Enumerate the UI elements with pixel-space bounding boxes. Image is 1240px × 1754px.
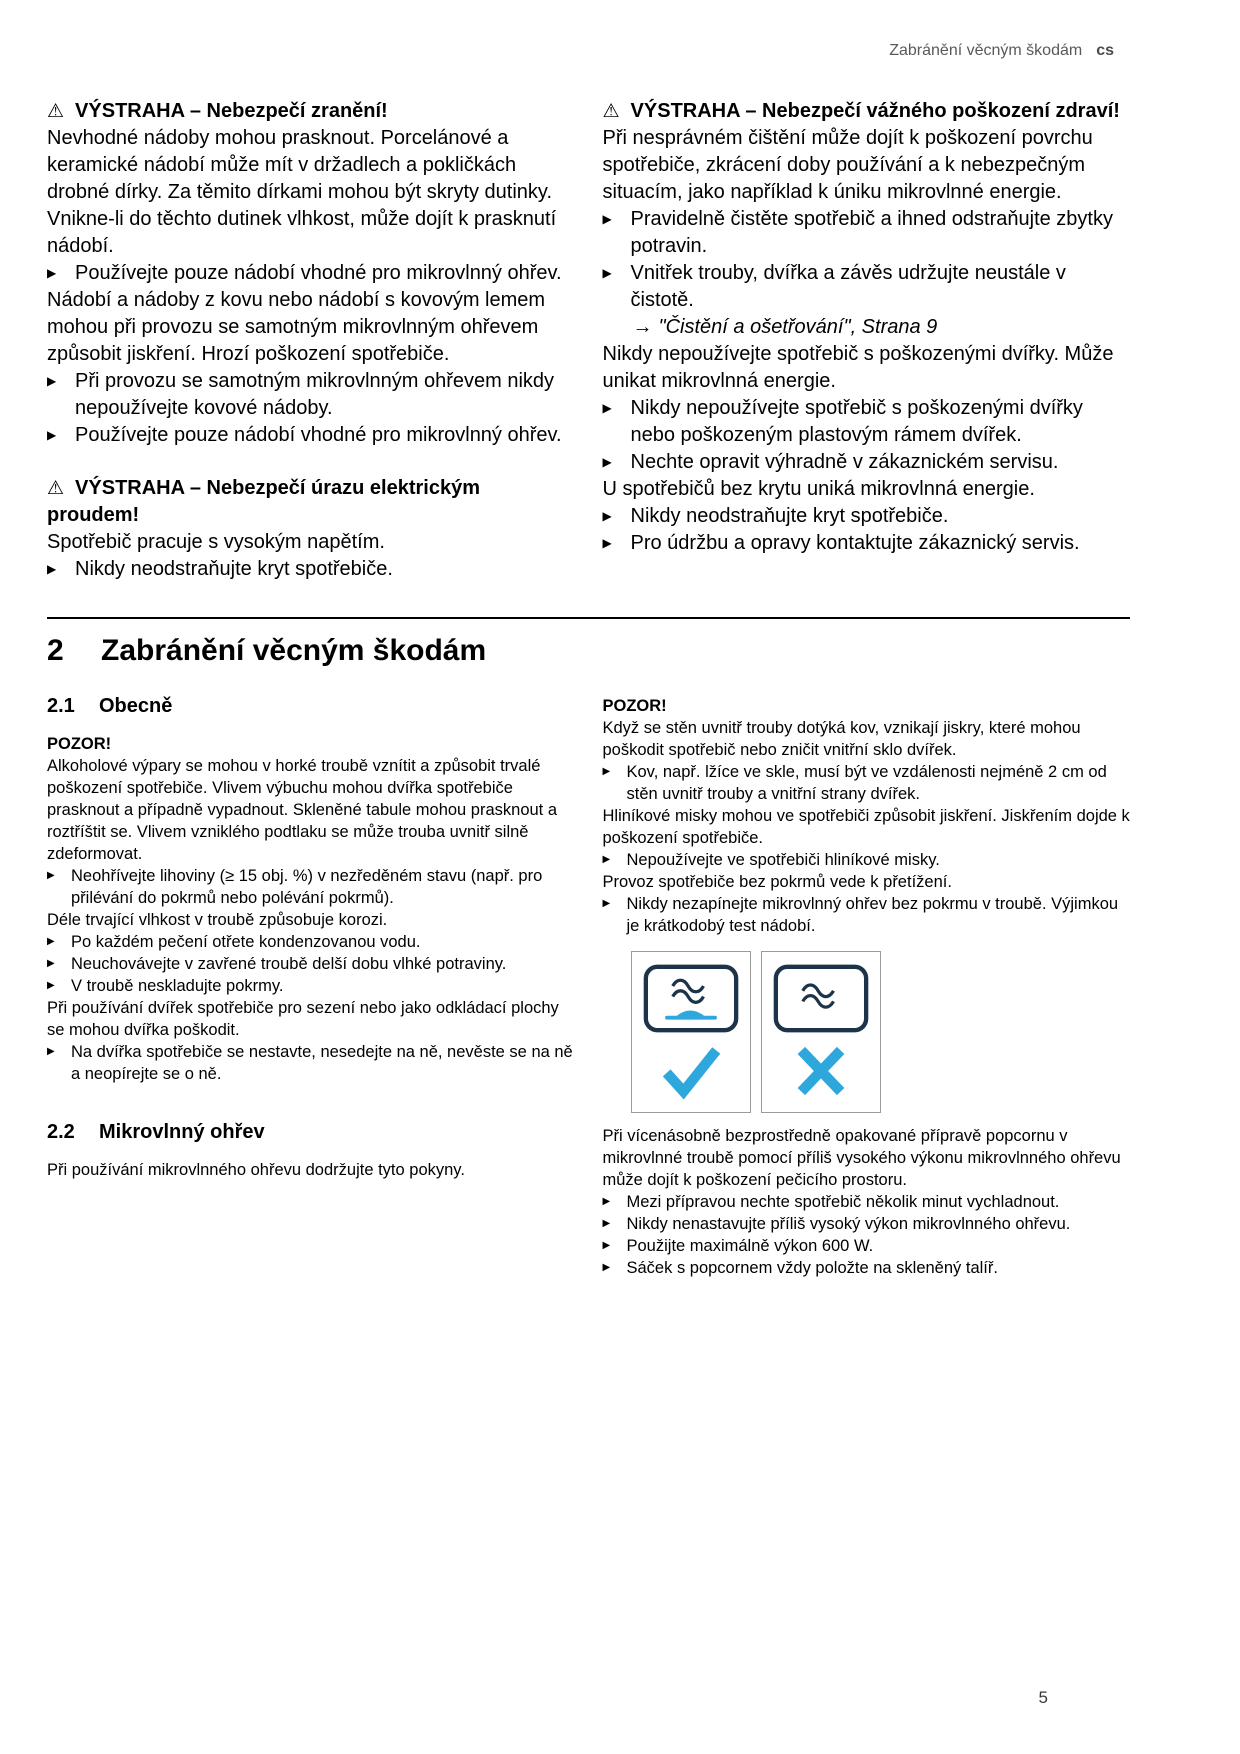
bullet-item-text: Nikdy nepoužívejte spotřebič s poškozenými dvířky nebo poškozeným plastovým rámem dvířek. [630, 397, 1083, 446]
bullet-item [603, 1213, 1131, 1235]
microwave-empty-icon [771, 962, 871, 1035]
paragraph: Alkoholové výpary se mohou v horké troubě vznítit a způsobit trvalé poškození spotřebiče. Vlivem výbuchu mohou dvířka spotřebiče prasknout a případně vypadnout. Skleněné tabule mohou prasknout a roztříštit se. Vlivem vzniklého podtlaku se může trouba uvnitř silně zdeformovat. [47, 757, 558, 863]
bullet-triangle-icon: ▶ [602, 898, 611, 909]
section-heading [47, 633, 1130, 669]
paragraph: Nikdy nepoužívejte spotřebič s poškozenými dvířky. Může unikat mikrovlnná energie. [602, 343, 1114, 392]
paragraph: Když se stěn uvnitř trouby dotýká kov, vznikají jiskry, které mohou poškodit spotřebič nebo zničit vnitřní sklo dvířek. [602, 719, 1081, 759]
bullet-item-text: Mezi přípravou nechte spotřebič několik minut vychladnout. [626, 1193, 1060, 1211]
paragraph: U spotřebičů bez krytu uniká mikrovlnná energie. [602, 478, 1035, 500]
bullet-item-text: Nechte opravit výhradně v zákaznickém servisu. [630, 451, 1059, 473]
bullet-item-text: Sáček s popcornem vždy položte na skleněný talíř. [626, 1259, 998, 1277]
bullet-item [603, 503, 1131, 530]
bullet-item [603, 761, 1131, 805]
subsection-number: 2.2 [47, 1121, 75, 1143]
warning-triangle-icon: ⚠ [47, 478, 65, 499]
bullet-item-text: Nepoužívejte ve spotřebiči hliníkové misky. [626, 851, 940, 869]
bullet-triangle-icon: ▶ [602, 1218, 611, 1229]
bullet-triangle-icon: ▶ [47, 936, 55, 947]
paragraph: Při vícenásobně bezprostředně opakované přípravě popcornu v mikrovlnné troubě pomocí příliš vysokého výkonu mikrovlnného ohřevu může dojít k poškození pečicího prostoru. [602, 1127, 1121, 1189]
bullet-triangle-icon: ▶ [47, 562, 57, 576]
bullet-item [47, 556, 575, 583]
top-section [47, 98, 1130, 583]
bullet-triangle-icon: ▶ [602, 266, 612, 280]
warning-title [603, 98, 1131, 125]
subsection-title: Obecně [99, 695, 173, 717]
bullet-item [603, 449, 1131, 476]
bullet-triangle-icon: ▶ [47, 958, 55, 969]
bullet-item-text: Po každém pečení otřete kondenzovanou vodu. [71, 933, 421, 951]
warning-triangle-icon: ⚠ [602, 101, 620, 122]
top-right-column [603, 98, 1131, 583]
paragraph: Při používání dvířek spotřebiče pro sezení nebo jako odkládací plochy se mohou dvířka poškodit. [47, 999, 559, 1039]
bullet-triangle-icon: ▶ [602, 854, 611, 865]
bullet-triangle-icon: ▶ [47, 374, 57, 388]
bullet-item-text: Neuchovávejte v zavřené troubě delší dobu vlhké potraviny. [71, 955, 507, 973]
page-header [47, 42, 1130, 60]
bottom-right-column [603, 693, 1131, 1279]
bullet-item [603, 530, 1131, 557]
bullet-item [47, 931, 575, 953]
caution-label: POZOR! [602, 697, 667, 715]
bullet-triangle-icon: ▶ [602, 1262, 611, 1273]
bullet-triangle-icon: ▶ [602, 536, 612, 550]
page-number: 5 [1038, 1688, 1048, 1707]
bullet-triangle-icon: ▶ [602, 509, 612, 523]
arrow-right-icon: → [632, 316, 653, 338]
bullet-item [47, 975, 575, 997]
paragraph: Při používání mikrovlnného ohřevu dodržujte tyto pokyny. [47, 1161, 465, 1179]
bullet-item-text: Vnitřek trouby, dvířka a závěs udržujte neustále v čistotě. [630, 262, 1066, 311]
bottom-right-upper-blocks [603, 695, 1131, 937]
paragraph: Déle trvající vlhkost v troubě způsobuje korozi. [47, 911, 388, 929]
bullet-item [47, 368, 575, 422]
bullet-triangle-icon: ▶ [602, 455, 612, 469]
header-chapter-title: Zabránění věcným škodám [889, 42, 1083, 59]
paragraph: Spotřebič pracuje s vysokým napětím. [47, 531, 385, 553]
bullet-item-text: Kov, např. lžíce ve skle, musí být ve vzdálenosti nejméně 2 cm od stěn uvnitř trouby a vnitřní strany dvířek. [626, 763, 1107, 803]
bottom-right-lower-blocks [603, 1125, 1131, 1279]
paragraph: Hliníkové misky mohou ve spotřebiči způsobit jiskření. Jiskřením dojde k poškození spotřebiče. [602, 807, 1130, 847]
paragraph: Nevhodné nádoby mohou prasknout. Porcelánové a keramické nádobí může mít v držadlech a pokličkách drobné dírky. Za těmito dírkami mohou být skryty dutinky. Vnikne-li do těchto dutinek vlhkost, může dojít k prasknutí nádobí. [47, 127, 557, 257]
subsection-number: 2.1 [47, 695, 75, 717]
caution-label: POZOR! [47, 735, 112, 753]
bullet-triangle-icon: ▶ [602, 212, 612, 226]
warning-title [47, 475, 575, 529]
cross-icon [787, 1042, 855, 1100]
paragraph: Nádobí a nádoby z kovu nebo nádobí s kovovým lemem mohou při provozu se samotným mikrovlnným ohřevem způsobit jiskření. Hrozí poškození spotřebiče. [47, 289, 546, 365]
figure-allowed [631, 951, 751, 1113]
warning-title-text: VÝSTRAHA – Nebezpečí úrazu elektrickým proudem! [47, 477, 481, 526]
bullet-item-text: Při provozu se samotným mikrovlnným ohřevem nikdy nepoužívejte kovové nádoby. [75, 370, 555, 419]
warning-triangle-icon: ⚠ [47, 101, 65, 122]
bullet-item [603, 260, 1131, 314]
bullet-item [47, 422, 575, 449]
bullet-item [47, 260, 575, 287]
bullet-item [603, 893, 1131, 937]
subsection-heading [47, 693, 575, 719]
bullet-item-text: Používejte pouze nádobí vhodné pro mikrovlnný ohřev. [75, 262, 562, 284]
bottom-section [47, 693, 1130, 1279]
section-divider [47, 617, 1130, 619]
bullet-item [603, 849, 1131, 871]
bullet-triangle-icon: ▶ [47, 980, 55, 991]
bullet-triangle-icon: ▶ [47, 1046, 55, 1057]
bullet-item [603, 1257, 1131, 1279]
warning-title-text: VÝSTRAHA – Nebezpečí vážného poškození zdraví! [630, 100, 1120, 122]
bullet-item-text: Pravidelně čistěte spotřebič a ihned odstraňujte zbytky potravin. [630, 208, 1113, 257]
bullet-item-text: Pro údržbu a opravy kontaktujte zákaznický servis. [630, 532, 1080, 554]
bullet-triangle-icon: ▶ [47, 428, 57, 442]
warning-title [47, 98, 575, 125]
bullet-item [47, 1041, 575, 1085]
bullet-triangle-icon: ▶ [602, 766, 611, 777]
subsection-title: Mikrovlnný ohřev [99, 1121, 265, 1143]
bullet-item-text: Používejte pouze nádobí vhodné pro mikrovlnný ohřev. [75, 424, 562, 446]
cross-reference [633, 314, 1131, 341]
bullet-triangle-icon: ▶ [602, 401, 612, 415]
bullet-item [47, 953, 575, 975]
bullet-triangle-icon: ▶ [602, 1240, 611, 1251]
bullet-item-text: Nikdy nenastavujte příliš vysoký výkon mikrovlnného ohřevu. [626, 1215, 1071, 1233]
figure-forbidden [761, 951, 881, 1113]
top-left-column [47, 98, 575, 583]
paragraph: Při nesprávném čištění může dojít k poškození povrchu spotřebiče, zkrácení doby používání a k nebezpečným situacím, jako například k úniku mikrovlnné energie. [602, 127, 1093, 203]
bottom-left-column [47, 693, 575, 1279]
microwave-usage-figure [631, 951, 1131, 1113]
bullet-triangle-icon: ▶ [47, 266, 57, 280]
warning-title-text: VÝSTRAHA – Nebezpečí zranění! [75, 100, 388, 122]
bullet-item-text: Na dvířka spotřebiče se nestavte, nesedejte na ně, nevěste se na ně a neopírejte se o ně. [71, 1043, 573, 1083]
bullet-item-text: Neohřívejte lihoviny (≥ 15 obj. %) v nezředěném stavu (např. pro přilévání do pokrmů nebo polévání pokrmů). [71, 867, 543, 907]
bullet-item [603, 395, 1131, 449]
bullet-item-text: Použijte maximálně výkon 600 W. [626, 1237, 874, 1255]
bullet-item [47, 865, 575, 909]
bullet-triangle-icon: ▶ [47, 870, 55, 881]
header-language-code: cs [1096, 42, 1114, 59]
bullet-item [603, 1235, 1131, 1257]
bullet-item-text: Nikdy nezapínejte mikrovlnný ohřev bez pokrmu v troubě. Výjimkou je krátkodobý test nádobí. [626, 895, 1119, 935]
bullet-item-text: V troubě neskladujte pokrmy. [71, 977, 284, 995]
microwave-with-dish-icon [641, 962, 741, 1035]
section-title: Zabránění věcným škodám [101, 634, 487, 667]
bullet-triangle-icon: ▶ [602, 1196, 611, 1207]
bullet-item-text: Nikdy neodstraňujte kryt spotřebiče. [75, 558, 393, 580]
cross-reference-text: "Čistění a ošetřování", Strana 9 [658, 316, 938, 338]
subsection-heading [47, 1119, 575, 1145]
bullet-item [603, 1191, 1131, 1213]
checkmark-icon [657, 1042, 725, 1100]
paragraph: Provoz spotřebiče bez pokrmů vede k přetížení. [602, 873, 952, 891]
bullet-item [603, 206, 1131, 260]
bullet-item-text: Nikdy neodstraňujte kryt spotřebiče. [630, 505, 949, 527]
section-number: 2 [47, 634, 64, 667]
